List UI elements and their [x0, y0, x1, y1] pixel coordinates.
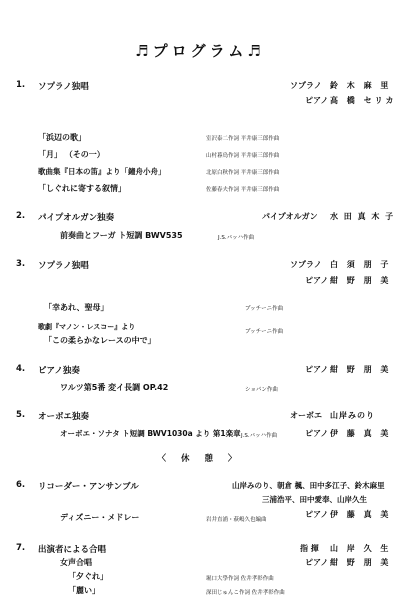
performer-role: ソプラノ — [290, 260, 322, 269]
section-number: 4. — [16, 364, 26, 374]
performer-name: 紺 野 朋 美 — [330, 365, 392, 374]
section-title: ソプラノ独唱 — [38, 82, 89, 92]
piece-credit: J.S.バッハ作曲 — [218, 235, 255, 241]
performer-role: オーボエ — [290, 411, 322, 420]
piece-credit: プッチーニ作曲 — [245, 306, 284, 312]
performer-name: 山 岸 久 生 — [330, 544, 392, 553]
performer-role: ソプラノ — [290, 81, 322, 90]
section-title: 出演者による合唱 — [38, 545, 107, 555]
performer-role: ピアノ — [305, 429, 329, 438]
section-number: 2. — [16, 211, 26, 221]
piece-credit: 山村暮鳥作詞 平井康三郎作曲 — [206, 153, 280, 159]
performer-role: 指 揮 — [300, 544, 319, 553]
performer-list: 山岸みのり、朝倉 楓、田中多江子、鈴木麻里 — [232, 481, 385, 490]
page-title: ♬プログラム♬ — [135, 42, 265, 60]
section-number: 1. — [16, 80, 26, 90]
performer-role: ピアノ — [305, 96, 329, 105]
piece-title: 「月」 （その一） — [38, 150, 105, 159]
performer-name: 鈴 木 麻 里 — [330, 81, 392, 90]
piece-credit: 岩井直浦・萩嶋久也編曲 — [206, 517, 267, 523]
section-number: 7. — [16, 543, 26, 553]
performer-role: パイプオルガン — [262, 212, 318, 221]
piece-credit: 佐藤春夫作詞 平井康三郎作曲 — [206, 187, 280, 193]
piece-title: 「夕ぐれ」 — [68, 572, 108, 581]
performer-name: 紺 野 朋 美 — [330, 558, 392, 567]
piece-credit: 堀口大學作詞 佐井孝彰作曲 — [206, 576, 274, 582]
piece-credit: 室沢泰二作詞 平井康三郎作曲 — [206, 136, 280, 142]
section-number: 3. — [16, 259, 26, 269]
section-title: オーボエ独奏 — [38, 412, 90, 422]
performer-name: 水 田 真 木 子 — [330, 212, 395, 221]
performer-name: 紺 野 朋 美 — [330, 276, 392, 285]
piece-title: オーボエ・ソナタ ト短調 BWV1030a より 第1楽章 — [60, 429, 241, 438]
piece-credit: ショパン作曲 — [245, 387, 278, 393]
piece-title: ワルツ第5番 変イ長調 OP.42 — [60, 383, 169, 392]
performer-name: 伊 藤 真 美 — [330, 510, 392, 519]
performer-name: 山岸みのり — [330, 411, 375, 420]
performer-list: 三浦浩平、田中愛奉、山岸久生 — [262, 495, 367, 504]
intermission-label: 〈 休 憩 〉 — [157, 454, 243, 464]
section-number: 5. — [16, 410, 26, 420]
piece-title: ディズニー・メドレー — [60, 513, 140, 522]
piece-title: 「浜辺の歌」 — [38, 133, 86, 142]
section-title: リコーダー・アンサンブル — [38, 482, 139, 492]
performer-name: 高 橋 セリカ — [330, 96, 397, 105]
performer-name: 伊 藤 真 美 — [330, 429, 392, 438]
performer-name: 白 須 朋 子 — [330, 260, 392, 269]
performer-role: ピアノ — [305, 558, 329, 567]
piece-title: 歌曲集『日本の笛』より「鐘舟小舟」 — [38, 167, 166, 176]
section-title: パイプオルガン独奏 — [38, 213, 115, 223]
piece-credit: 北原白秋作詞 平井康三郎作曲 — [206, 170, 280, 176]
piece-title: 歌劇『マノン・レスコー』より — [38, 323, 136, 331]
section-title: ピアノ独奏 — [38, 366, 80, 376]
piece-title: 「幸あれ、聖母」 — [44, 303, 109, 312]
piece-credit: 深田じゅんこ作詞 佐井孝彰作曲 — [206, 590, 285, 596]
performer-role: ピアノ — [305, 510, 329, 519]
group-label: 女声合唱 — [60, 558, 92, 567]
piece-title: 「この柔らかなレースの中で」 — [44, 336, 156, 345]
performer-role: ピアノ — [305, 365, 329, 374]
piece-title: 「麗い」 — [68, 586, 100, 595]
piece-title: 前奏曲とフーガ ト短調 BWV535 — [60, 231, 183, 240]
piece-credit: プッチーニ作曲 — [245, 329, 284, 335]
piece-title: 「しぐれに寄する叙情」 — [38, 184, 126, 193]
section-title: ソプラノ独唱 — [38, 261, 89, 271]
section-number: 6. — [16, 480, 26, 490]
performer-role: ピアノ — [305, 276, 329, 285]
piece-credit: J.S.バッハ作曲 — [241, 433, 278, 439]
